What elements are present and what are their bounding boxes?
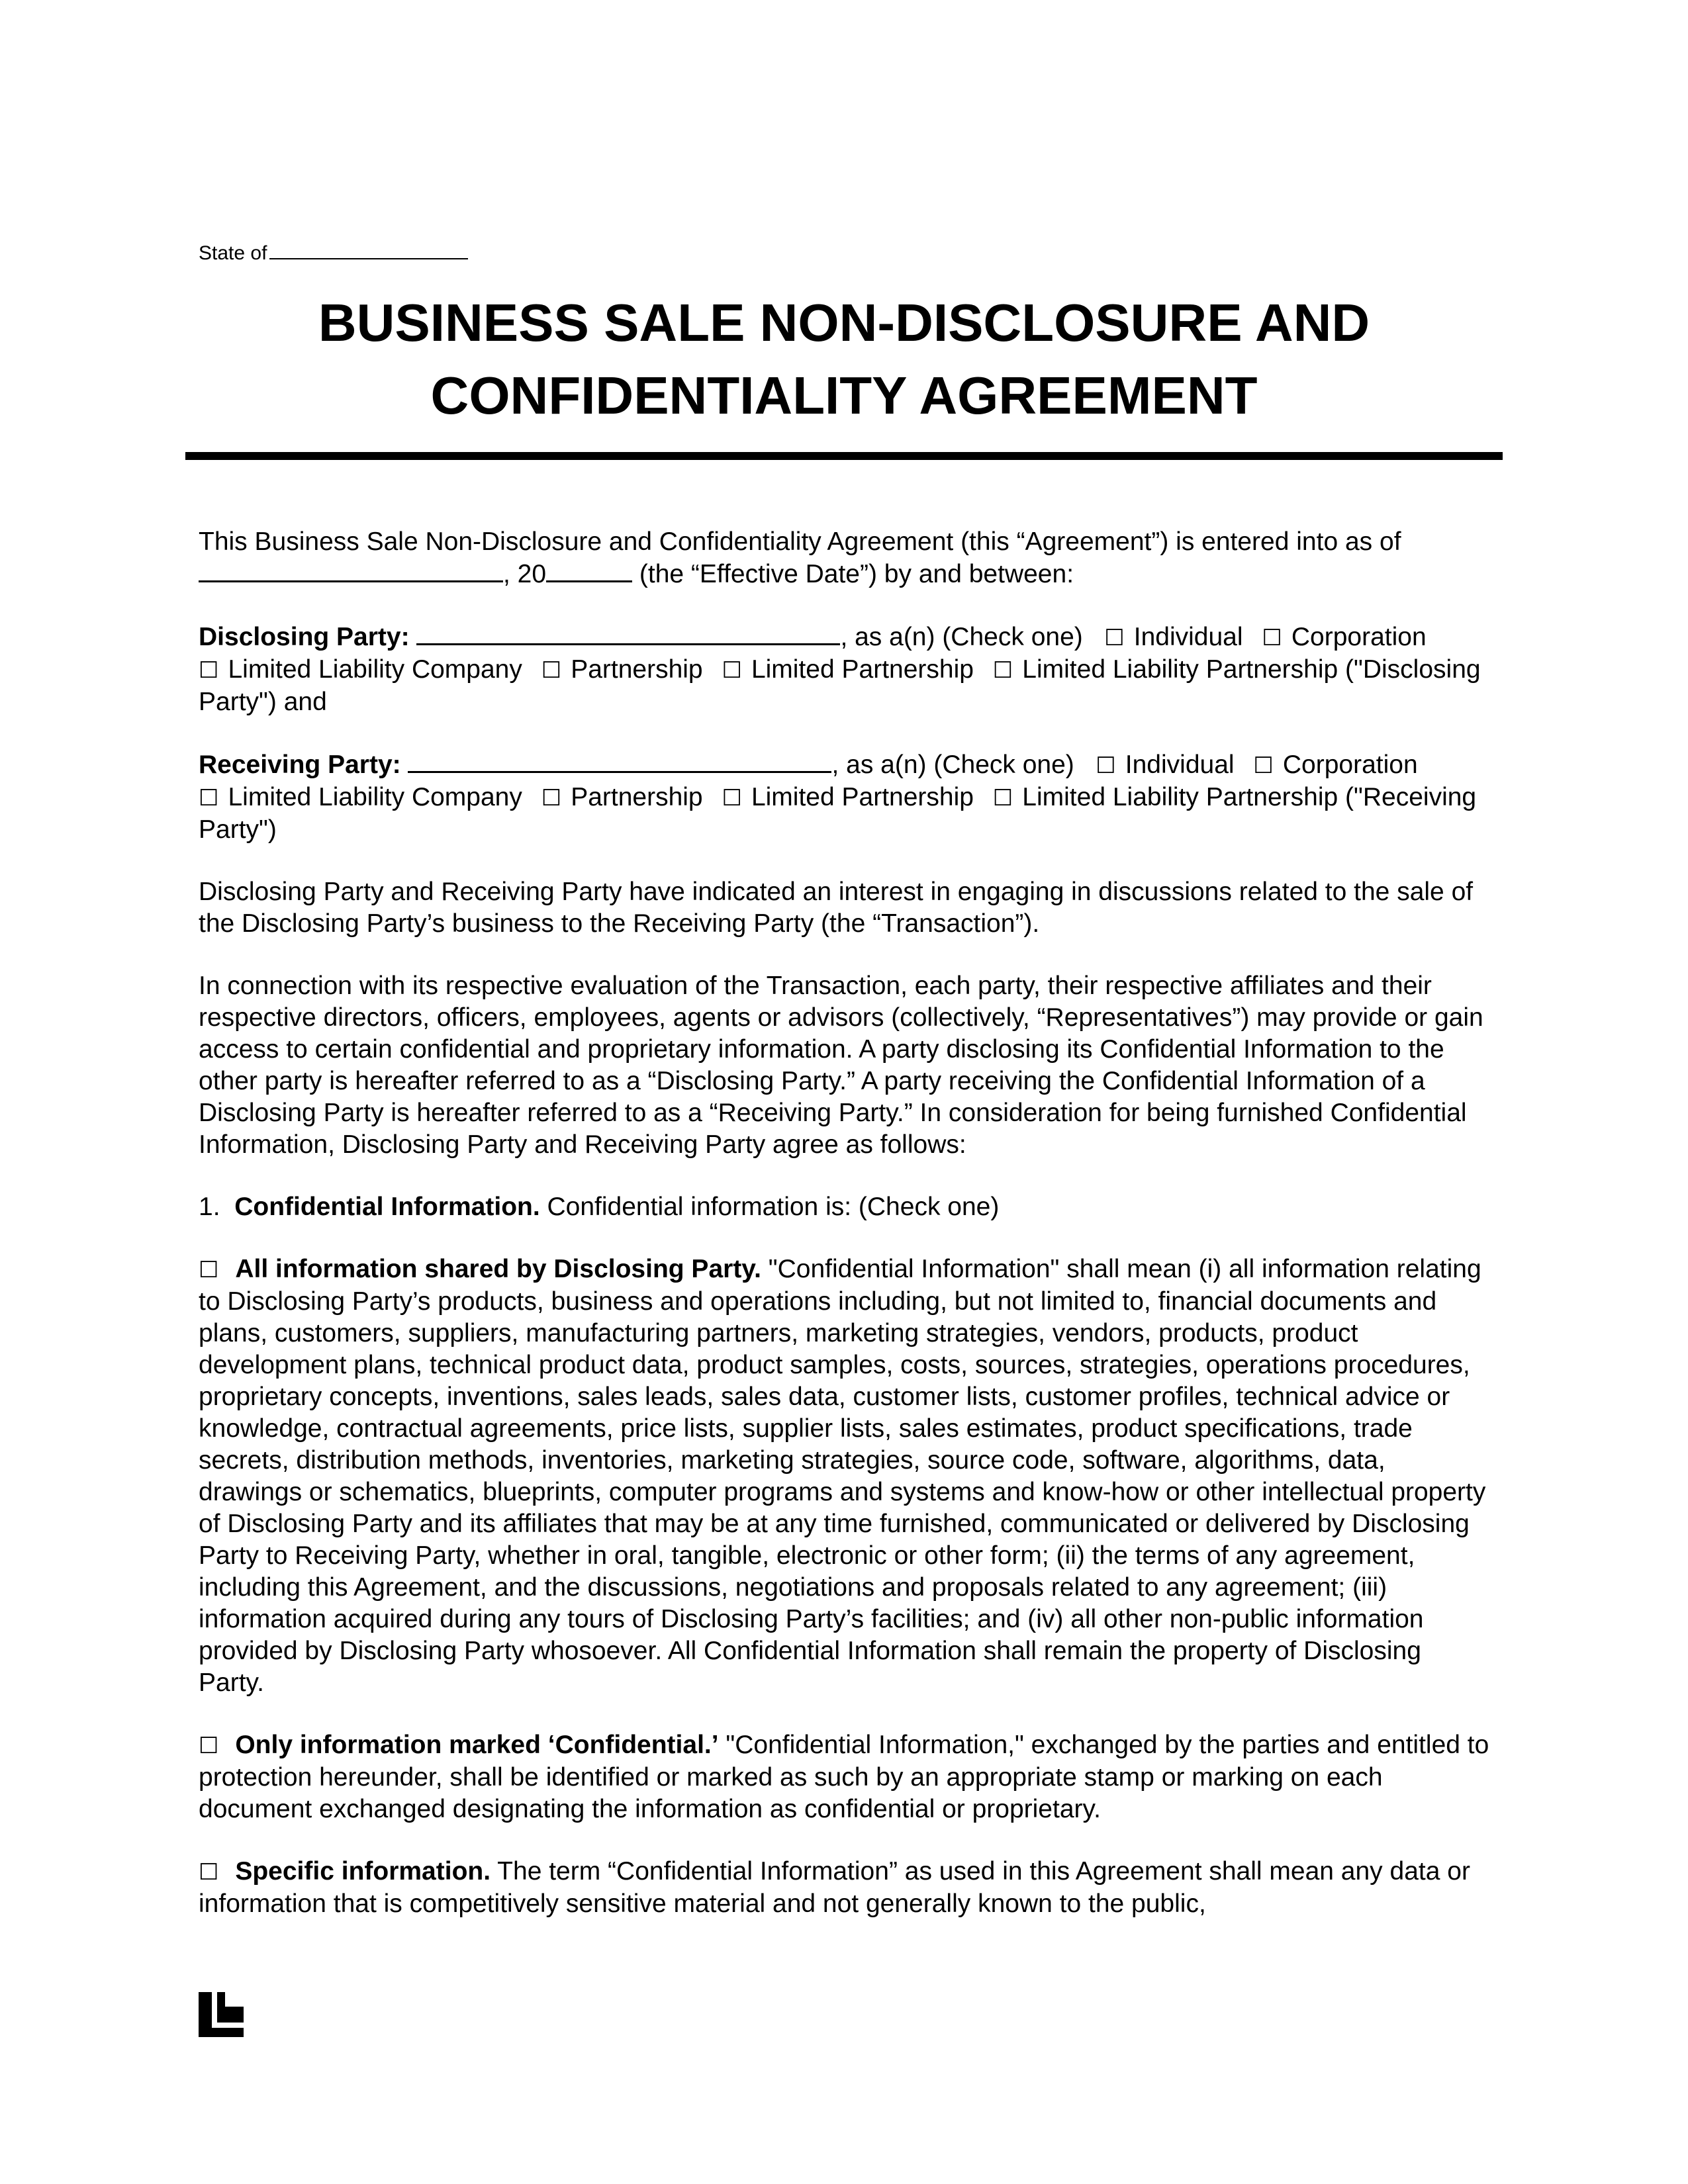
title-line-1: BUSINESS SALE NON-DISCLOSURE AND (318, 293, 1370, 352)
intro-text: This Business Sale Non-Disclosure and Confidentiality Agreement (this “Agreement”) is entered into as of (199, 527, 1401, 556)
receiving-option-partnership[interactable]: ☐ Partnership (541, 783, 703, 811)
option-specific-information (199, 1856, 1489, 1920)
receiving-option-lp[interactable]: ☐ Limited Partnership (722, 783, 974, 811)
section-1-title: Confidential Information. (234, 1193, 540, 1221)
section-1-number: 1. (199, 1193, 220, 1221)
receiving-party-label: Receiving Party: (199, 751, 401, 779)
checkbox-icon[interactable]: ☐ (992, 785, 1013, 811)
option-specific-heading: Specific information. (235, 1857, 491, 1886)
disclosing-option-llc[interactable]: ☐ Limited Liability Company (199, 655, 522, 684)
effective-year-blank[interactable] (546, 558, 632, 582)
state-label: State of (199, 242, 267, 264)
receiving-party-name-blank[interactable] (408, 749, 831, 773)
disclosing-option-llp[interactable]: ☐ Limited Liability Partnership (992, 655, 1338, 684)
checkbox-icon[interactable]: ☐ (1096, 752, 1116, 779)
intro-paragraph (199, 526, 1489, 590)
receiving-as-an: , as a(n) (Check one) (831, 751, 1074, 779)
title-line-2: CONFIDENTIALITY AGREEMENT (430, 366, 1258, 425)
option-all-heading: All information shared by Disclosing Party. (235, 1255, 761, 1283)
disclosing-suffix: ("Disclosing Party") and (199, 655, 1481, 716)
checkbox-icon[interactable]: ☐ (199, 785, 219, 811)
disclosing-party-label: Disclosing Party: (199, 623, 410, 651)
option-all-information (199, 1253, 1489, 1699)
document-title (199, 287, 1489, 432)
document-content (199, 238, 1489, 1950)
title-divider (185, 452, 1503, 460)
receiving-suffix: ("Receiving Party") (199, 783, 1477, 844)
disclosing-as-an: , as a(n) (Check one) (840, 623, 1083, 651)
option-marked-heading: Only information marked ‘Confidential.’ (235, 1731, 719, 1759)
interest-paragraph: Disclosing Party and Receiving Party have indicated an interest in engaging in discussions related to the sale of the Disclosing Party’s business to the Receiving Party (the “Transaction”). (199, 878, 1474, 938)
checkbox-icon[interactable]: ☐ (541, 657, 562, 684)
checkbox-icon[interactable]: ☐ (541, 785, 562, 811)
disclosing-option-lp[interactable]: ☐ Limited Partnership (722, 655, 974, 684)
checkbox-icon[interactable]: ☐ (722, 785, 742, 811)
receiving-option-llp[interactable]: ☐ Limited Liability Partnership (992, 783, 1338, 811)
state-blank-field[interactable] (269, 238, 468, 259)
option-specific-text: The term “Confidential Information” as used in this Agreement shall mean any data or information that is competitively sensitive material and not generally known to the public, (199, 1857, 1470, 1918)
option-all-text: "Confidential Information" shall mean (i) all information relating to Disclosing Party’s products, business and operations including, but not limited to, financial documents and plans, customers, suppliers, manufacturing partners, marketing strategies, vendors, products, product development plans, technical product data, product samples, costs, sources, strategies, operations procedures, proprietary concepts, inventions, sales leads, sales data, customer lists, customer profiles, technical advice or knowledge, contractual agreements, price lists, supplier lists, sales estimates, product specifications, trade secrets, distribution methods, inventories, marketing strategies, source code, software, algorithms, data, drawings or schematics, blueprints, computer programs and systems and know-how or other intellectual property of Disclosing Party and its affiliates that may be at any time furnished, communicated or delivered by Disclosing Party to Receiving Party, whether in oral, tangible, electronic or other form; (ii) the terms of any agreement, including this Agreement, and the discussions, negotiations and proposals related to any agreement; (iii) information acquired during any tours of Disclosing Party’s facilities; and (iv) all other non-public information provided by Disclosing Party whosoever. All Confidential Information shall remain the property of Disclosing Party. (199, 1255, 1486, 1697)
option-marked-text: "Confidential Information," exchanged by the parties and entitled to protection hereunder, shall be identified or marked as such by an appropriate stamp or marking on each document exchanged designating the information as confidential or proprietary. (199, 1731, 1489, 1823)
disclosing-option-partnership[interactable]: ☐ Partnership (541, 655, 703, 684)
checkbox-icon[interactable]: ☐ (992, 657, 1013, 684)
intro-year-prefix: , 20 (503, 560, 547, 588)
section-1-heading (199, 1191, 1489, 1223)
agreement-body (199, 526, 1489, 1920)
option-marked-confidential (199, 1729, 1489, 1825)
connection-paragraph: In connection with its respective evaluation of the Transaction, each party, their respective affiliates and their respective directors, officers, employees, agents or advisors (collectively, “Representatives”) may provide or gain access to certain confidential and proprietary information. A party disclosing its Confidential Information to the other party is hereafter referred to as a “Disclosing Party.” A party receiving the Confidential Information of a Disclosing Party is hereafter referred to as a “Receiving Party.” In consideration for being furnished Confidential Information, Disclosing Party and Receiving Party agree as follows: (199, 972, 1483, 1159)
state-line (199, 238, 1489, 267)
checkbox-icon[interactable]: ☐ (1262, 625, 1282, 651)
effective-date-blank[interactable] (199, 558, 503, 582)
section-1-text: Confidential information is: (Check one) (539, 1193, 1000, 1221)
checkbox-icon[interactable]: ☐ (1253, 752, 1274, 779)
disclosing-party-name-blank[interactable] (416, 621, 840, 645)
receiving-option-llc[interactable]: ☐ Limited Liability Company (199, 783, 522, 811)
receiving-party-paragraph (199, 749, 1489, 846)
disclosing-party-paragraph (199, 621, 1489, 718)
brand-logo-icon (199, 1992, 244, 2037)
checkbox-icon[interactable]: ☐ (199, 1859, 219, 1886)
disclosing-option-corporation[interactable]: ☐ Corporation (1262, 623, 1427, 651)
checkbox-icon[interactable]: ☐ (199, 1257, 219, 1283)
disclosing-option-individual[interactable]: ☐ Individual (1104, 623, 1243, 651)
checkbox-icon[interactable]: ☐ (722, 657, 742, 684)
checkbox-icon[interactable]: ☐ (199, 1733, 219, 1759)
receiving-option-individual[interactable]: ☐ Individual (1096, 751, 1235, 779)
checkbox-icon[interactable]: ☐ (199, 657, 219, 684)
receiving-option-corporation[interactable]: ☐ Corporation (1253, 751, 1418, 779)
intro-text-after: (the “Effective Date”) by and between: (632, 560, 1074, 588)
checkbox-icon[interactable]: ☐ (1104, 625, 1125, 651)
